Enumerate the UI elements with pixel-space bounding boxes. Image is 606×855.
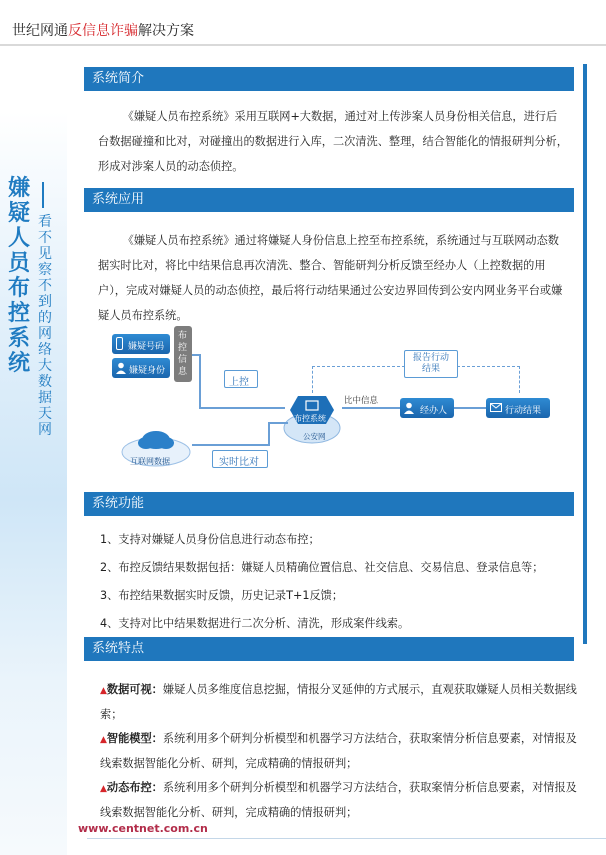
functions-list — [100, 526, 580, 638]
report-label: 报告行动结果 — [412, 353, 449, 374]
list-item — [100, 678, 578, 727]
brand-prefix: 世纪网通 — [12, 23, 68, 39]
connector — [199, 407, 285, 409]
right-accent-bar — [583, 64, 587, 644]
header-divider — [0, 44, 606, 46]
suspect-id-box — [112, 358, 170, 378]
sidebar-title: 嫌疑人员布控系统 — [8, 176, 31, 376]
section-title-intro: 系统简介 — [84, 67, 574, 91]
intro-text: 《嫌疑人员布控系统》采用互联网+大数据，通过对上传涉案人员身份相关信息，进行后台数据碰撞和比对，对碰撞出的数据进行入库，二次清洗、整理，结合智能化的情报研判分析，形成对涉案人员的动态侦控。 — [98, 110, 568, 173]
system-label: 布控系统 — [294, 414, 326, 423]
mail-icon — [490, 403, 502, 412]
feature-text: 系统利用多个研判分析模型和机器学习方法结合，获取案情分析信息要素，对情报及线索数据智能化分析、研判，完成精确的情报研判； — [100, 781, 577, 819]
system-node — [282, 390, 342, 446]
connector — [454, 407, 486, 409]
connector — [268, 422, 270, 446]
phone-icon — [116, 337, 123, 350]
sidebar-subtitle: 看不见察不到的网络大数据天网 — [38, 214, 52, 438]
list-item: 1、支持对嫌疑人员身份信息进行动态布控； — [100, 533, 320, 546]
suspect-phone-box — [112, 334, 170, 354]
triangle-icon: ▲ — [100, 686, 107, 696]
hit-info-label: 比中信息 — [344, 396, 379, 406]
feature-name: 智能模型： — [106, 732, 163, 745]
connector — [192, 354, 201, 356]
connector — [268, 422, 288, 424]
brand-highlight: 反信息诈骗 — [68, 23, 138, 39]
realtime-box — [212, 450, 268, 468]
section-title-features: 系统特点 — [84, 637, 574, 661]
connector — [342, 407, 400, 409]
features-list — [100, 678, 578, 825]
suspect-id-label: 嫌疑身份 — [129, 366, 166, 376]
connector — [199, 354, 201, 408]
list-item: 2、布控反馈结果数据包括：嫌疑人员精确位置信息、社交信息、交易信息、登录信息等； — [100, 561, 544, 574]
feature-text: 嫌疑人员多维度信息挖掘，情报分叉延伸的方式展示，直观获取嫌疑人员相关数据线索； — [100, 683, 577, 721]
triangle-icon: ▲ — [100, 784, 107, 794]
person-icon — [116, 362, 126, 374]
sidebar-dash — [42, 182, 44, 208]
connector — [192, 444, 268, 446]
handler-box — [400, 398, 454, 418]
suspect-phone-label: 嫌疑号码 — [128, 342, 165, 352]
sidebar — [0, 64, 67, 855]
footer-url[interactable]: www.centnet.com.cn — [78, 822, 208, 835]
application-text: 《嫌疑人员布控系统》通过将嫌疑人身份信息上控至布控系统，系统通过与互联网动态数据实时比对，将比中结果信息再次清洗、整合、智能研判分析反馈至经办人（上控数据的用户），完成对嫌疑人员的动态侦控，最后将行动结果通过公安边界回传到公安内网业务平台或嫌疑人员布控系统。 — [98, 234, 563, 322]
internet-node — [120, 422, 192, 472]
upload-label: 上控 — [229, 377, 249, 388]
upload-box — [224, 370, 258, 388]
footer-divider — [87, 838, 606, 839]
internet-label: 互联网数据 — [130, 457, 170, 466]
feature-name: 动态布控： — [106, 781, 163, 794]
brand-header — [12, 20, 194, 40]
list-item: 4、支持对比中结果数据进行二次分析、清洗，形成案件线索。 — [100, 617, 410, 630]
result-label: 行动结果 — [505, 406, 542, 416]
report-box — [404, 350, 458, 378]
list-item: 3、布控结果数据实时反馈，历史记录T+1反馈； — [100, 589, 344, 602]
section-title-functions: 系统功能 — [84, 492, 574, 516]
flow-diagram — [108, 322, 574, 472]
police-net-label: 公安网 — [303, 432, 326, 441]
deploy-info-label: 布控信息 — [178, 331, 188, 377]
list-item — [100, 776, 578, 825]
section-title-application: 系统应用 — [84, 188, 574, 212]
feature-text: 系统利用多个研判分析模型和机器学习方法结合，获取案情分析信息要素，对情报及线索数据智能化分析、研判，完成精确的情报研判； — [100, 732, 577, 770]
handler-label: 经办人 — [420, 406, 448, 416]
deploy-info-box — [174, 326, 192, 382]
result-box — [486, 398, 550, 418]
triangle-icon: ▲ — [100, 735, 107, 745]
feature-name: 数据可视： — [106, 683, 163, 696]
brand-suffix: 解决方案 — [138, 23, 194, 39]
handler-icon — [404, 402, 414, 414]
realtime-label: 实时比对 — [219, 457, 259, 468]
list-item — [100, 727, 578, 776]
